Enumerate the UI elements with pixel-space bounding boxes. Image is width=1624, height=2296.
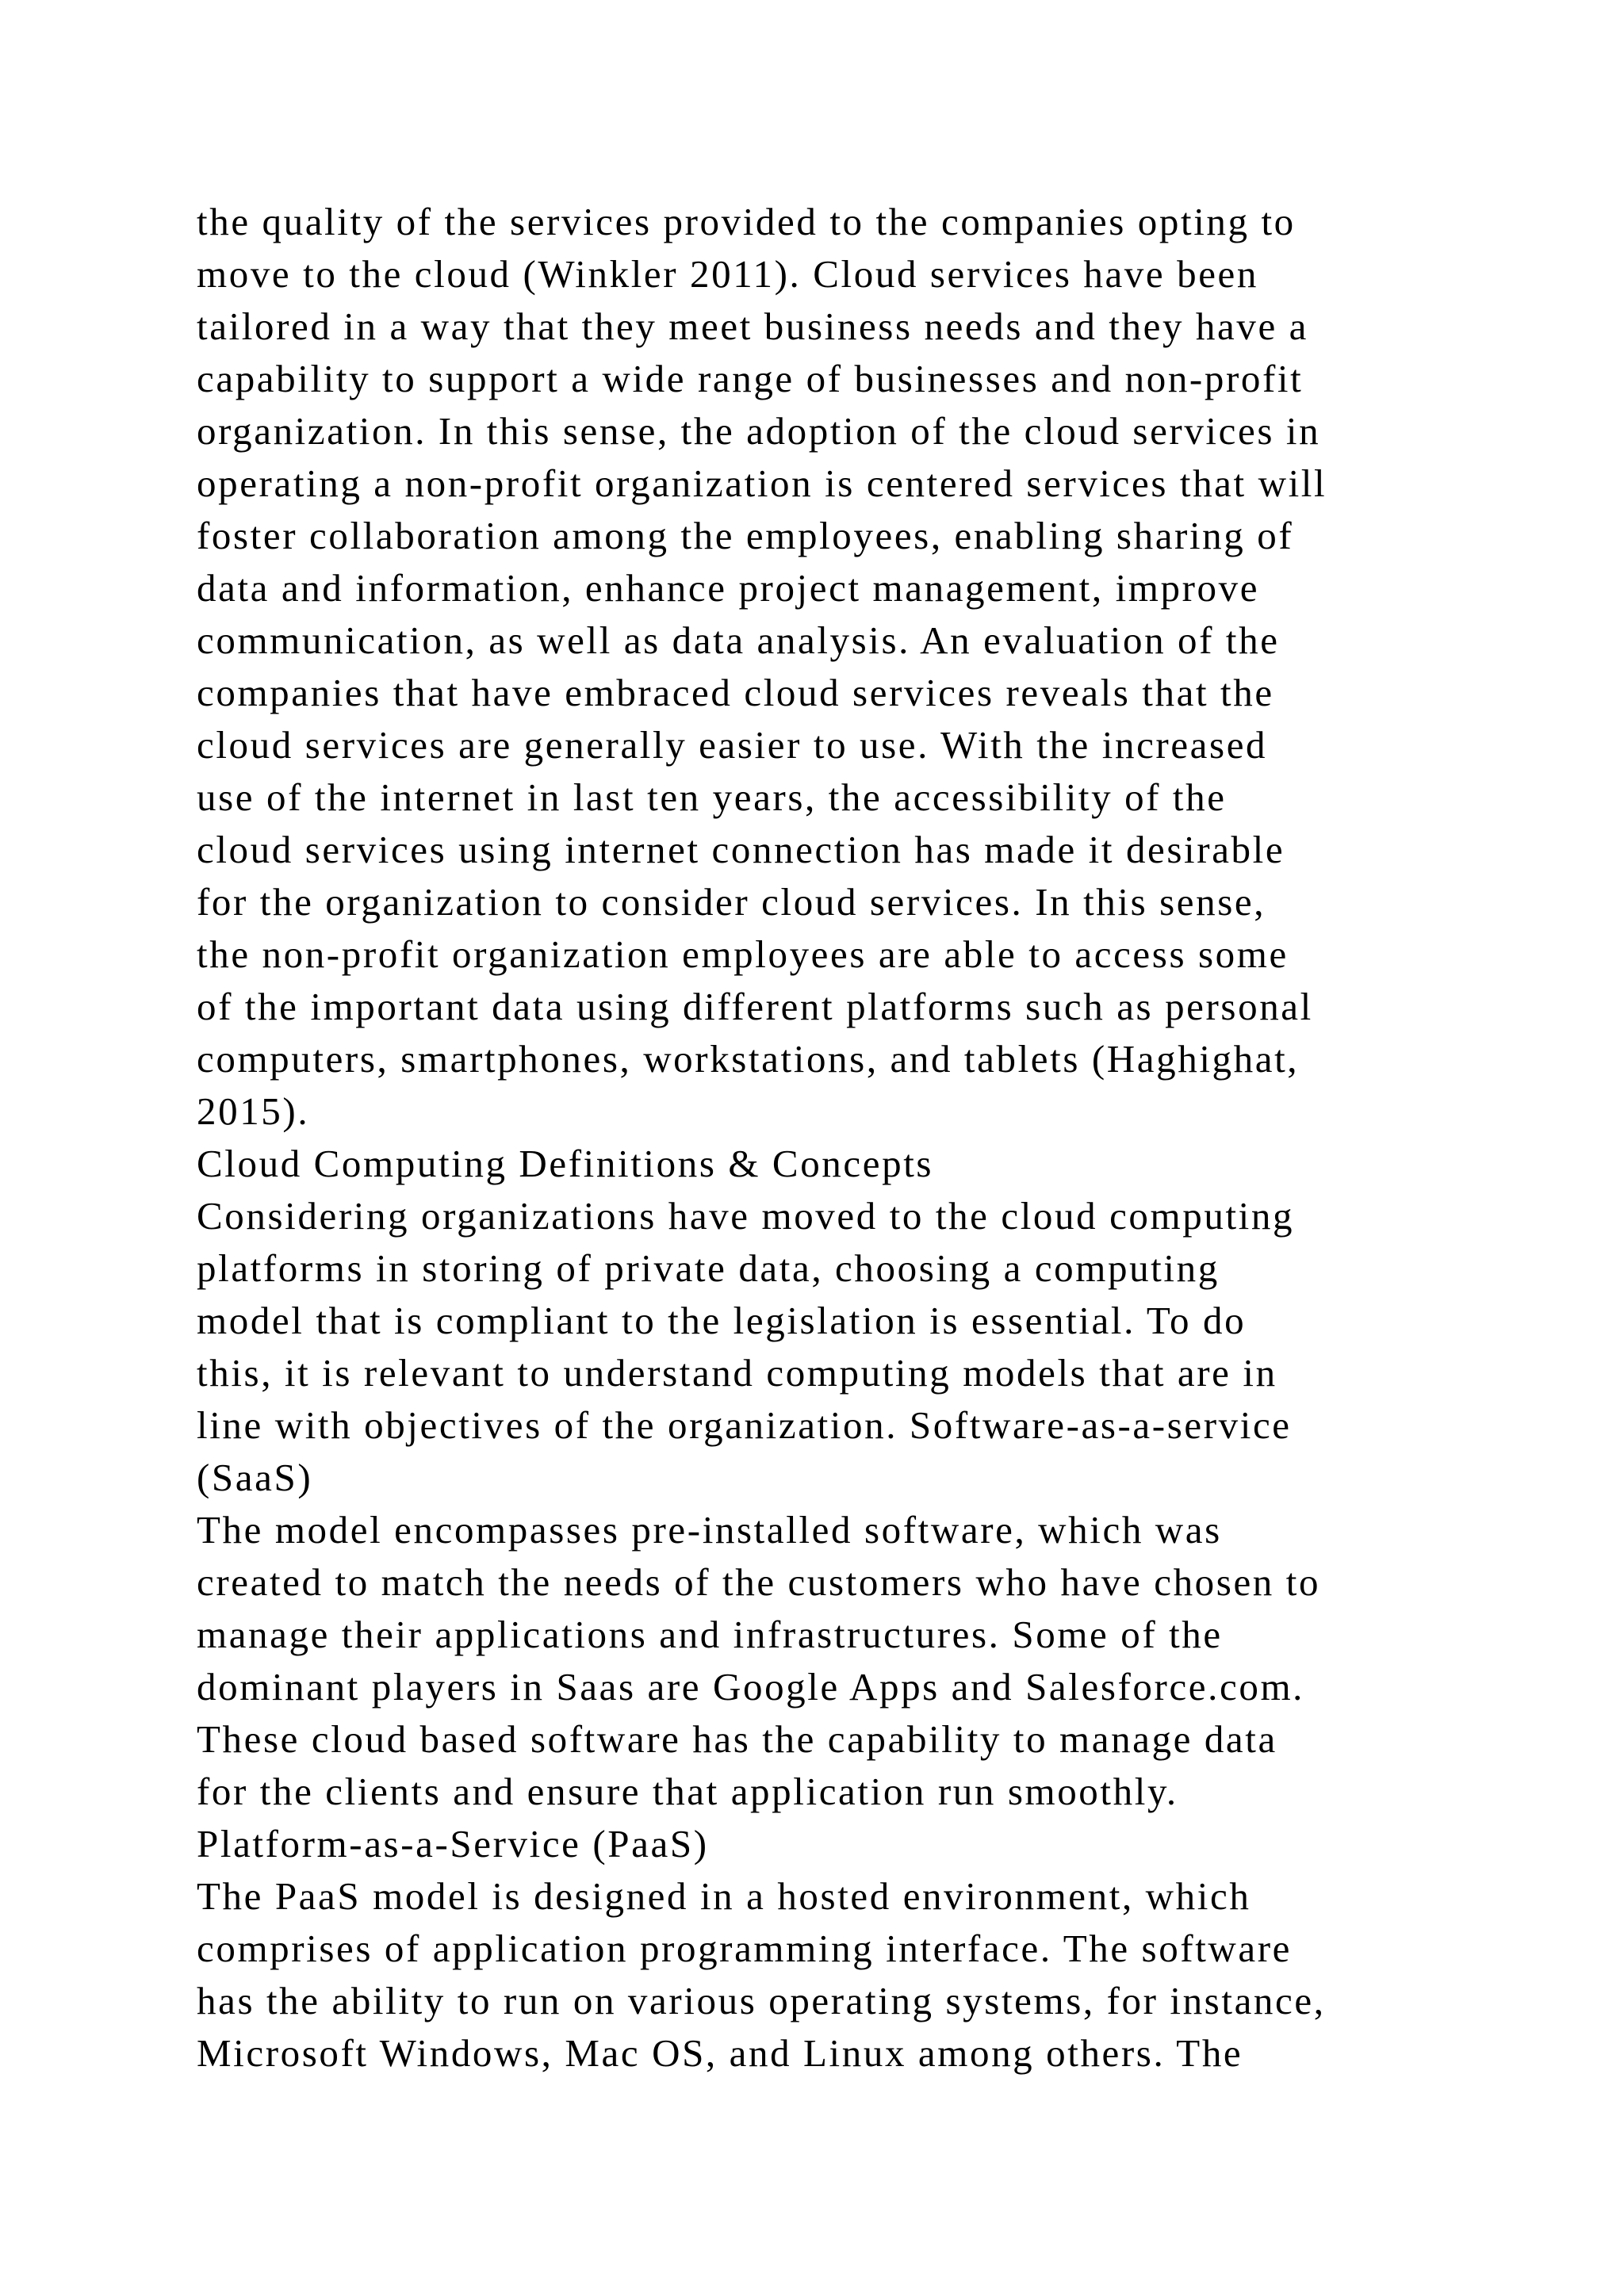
section-heading: Platform-as-a-Service (PaaS)	[197, 1822, 709, 1866]
paragraph-line: model that is compliant to the legislation is essential. To do	[197, 1299, 1247, 1342]
paragraph-line: computers, smartphones, workstations, and tablets (Haghighat,	[197, 1037, 1300, 1081]
paragraph-line: platforms in storing of private data, choosing a computing	[197, 1246, 1220, 1290]
paragraph-line: created to match the needs of the customers who have chosen to	[197, 1560, 1321, 1604]
paragraph-line: this, it is relevant to understand computing models that are in	[197, 1351, 1277, 1395]
paragraph-line: organization. In this sense, the adoption of the cloud services in	[197, 409, 1321, 453]
paragraph-line: the quality of the services provided to the companies opting to	[197, 200, 1296, 243]
paragraph-line: use of the internet in last ten years, the accessibility of the	[197, 775, 1227, 819]
paragraph-line: has the ability to run on various operating systems, for instance,	[197, 1979, 1326, 2022]
paragraph-line: tailored in a way that they meet business needs and they have a	[197, 304, 1309, 348]
paragraph-line: capability to support a wide range of businesses and non-profit	[197, 357, 1304, 400]
paragraph-line: of the important data using different platforms such as personal	[197, 985, 1313, 1028]
paragraph-line: comprises of application programming interface. The software	[197, 1927, 1293, 1970]
paragraph-line: cloud services are generally easier to use. With the increased	[197, 723, 1268, 767]
paragraph-line: communication, as well as data analysis. An evaluation of the	[197, 618, 1280, 662]
paragraph-line: operating a non-profit organization is centered services that will	[197, 461, 1327, 505]
paragraph-line: companies that have embraced cloud services reveals that the	[197, 671, 1274, 714]
paragraph-line: for the clients and ensure that application run smoothly.	[197, 1770, 1178, 1813]
paragraph-line: Microsoft Windows, Mac OS, and Linux among others. The	[197, 2031, 1243, 2075]
paragraph-line: manage their applications and infrastructures. Some of the	[197, 1613, 1223, 1656]
paragraph-line: cloud services using internet connection has made it desirable	[197, 828, 1285, 871]
paragraph-line: data and information, enhance project management, improve	[197, 566, 1260, 610]
paragraph-line: move to the cloud (Winkler 2011). Cloud services have been	[197, 252, 1259, 296]
paragraph-line: foster collaboration among the employees, enabling sharing of	[197, 514, 1294, 557]
paragraph-line: for the organization to consider cloud services. In this sense,	[197, 880, 1266, 924]
paragraph-line: The model encompasses pre-installed software, which was	[197, 1508, 1222, 1552]
paragraph-line: 2015).	[197, 1089, 310, 1133]
section-heading: Cloud Computing Definitions & Concepts	[197, 1142, 934, 1185]
paragraph-line: The PaaS model is designed in a hosted environment, which	[197, 1874, 1251, 1918]
paragraph-line: dominant players in Saas are Google Apps and Salesforce.com.	[197, 1665, 1305, 1709]
document-body	[197, 196, 1465, 2080]
paragraph-line: the non-profit organization employees are able to access some	[197, 932, 1289, 976]
paragraph-line: These cloud based software has the capability to manage data	[197, 1717, 1277, 1761]
paragraph-line: Considering organizations have moved to the cloud computing	[197, 1194, 1295, 1238]
paragraph-line: (SaaS)	[197, 1456, 313, 1499]
paragraph-line: line with objectives of the organization. Software-as-a-service	[197, 1403, 1292, 1447]
